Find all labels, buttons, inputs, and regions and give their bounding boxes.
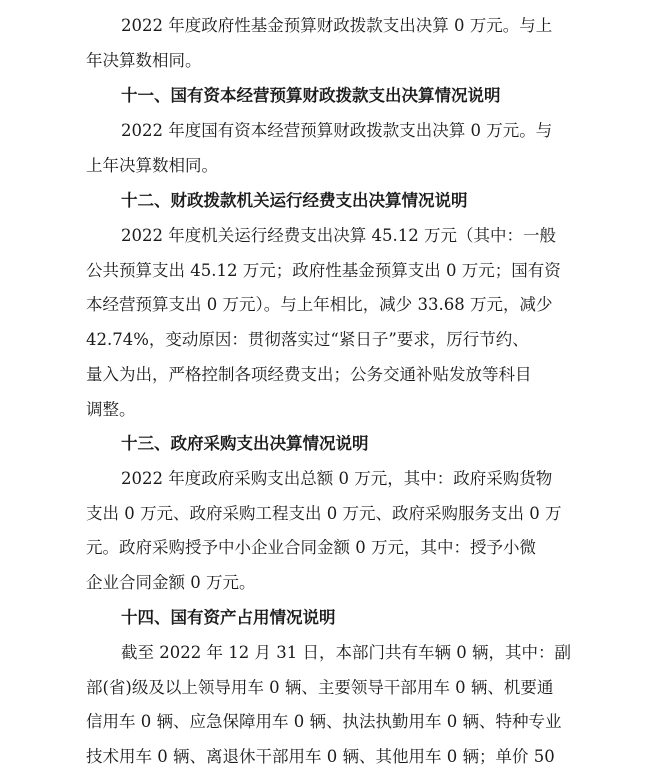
paragraph-line: 本经营预算支出 0 万元）。与上年相比，减少 33.68 万元，减少 [86, 295, 553, 314]
section-heading-14: 十四、国有资产占用情况说明 [121, 608, 336, 627]
paragraph-line: 年决算数相同。 [86, 51, 202, 70]
section-heading-11: 十一、国有资本经营预算财政拨款支出决算情况说明 [121, 86, 501, 105]
paragraph-line: 调整。 [86, 400, 136, 419]
paragraph-line: 量入为出，严格控制各项经费支出；公务交通补贴发放等科目 [86, 365, 532, 384]
paragraph-line: 截至 2022 年 12 月 31 日，本部门共有车辆 0 辆，其中：副 [121, 643, 571, 662]
paragraph-line: 部(省)级及以上领导用车 0 辆、主要领导干部用车 0 辆、机要通 [86, 678, 554, 697]
paragraph-line: 2022 年度国有资本经营预算财政拨款支出决算 0 万元。与 [121, 121, 553, 140]
paragraph-line: 技术用车 0 辆、离退休干部用车 0 辆、其他用车 0 辆；单价 50 [86, 747, 555, 766]
paragraph-line: 支出 0 万元、政府采购工程支出 0 万元、政府采购服务支出 0 万 [86, 504, 562, 523]
paragraph-line: 信用车 0 辆、应急保障用车 0 辆、执法执勤用车 0 辆、特种专业 [86, 712, 562, 731]
paragraph-line: 公共预算支出 45.12 万元；政府性基金预算支出 0 万元；国有资 [86, 261, 561, 280]
paragraph-line: 上年决算数相同。 [86, 156, 218, 175]
paragraph-line: 企业合同金额 0 万元。 [86, 573, 256, 592]
paragraph-line: 2022 年度政府性基金预算财政拨款支出决算 0 万元。与上 [121, 16, 553, 35]
paragraph-line: 42.74%，变动原因：贯彻落实过“紧日子”要求，厉行节约、 [86, 330, 529, 349]
section-heading-13: 十三、政府采购支出决算情况说明 [121, 434, 369, 453]
paragraph-line: 2022 年度政府采购支出总额 0 万元，其中：政府采购货物 [121, 469, 553, 488]
paragraph-line: 2022 年度机关运行经费支出决算 45.12 万元（其中：一般 [121, 226, 556, 245]
section-heading-12: 十二、财政拨款机关运行经费支出决算情况说明 [121, 191, 468, 210]
paragraph-line: 元。政府采购授予中小企业合同金额 0 万元，其中：授予小微 [86, 538, 536, 557]
